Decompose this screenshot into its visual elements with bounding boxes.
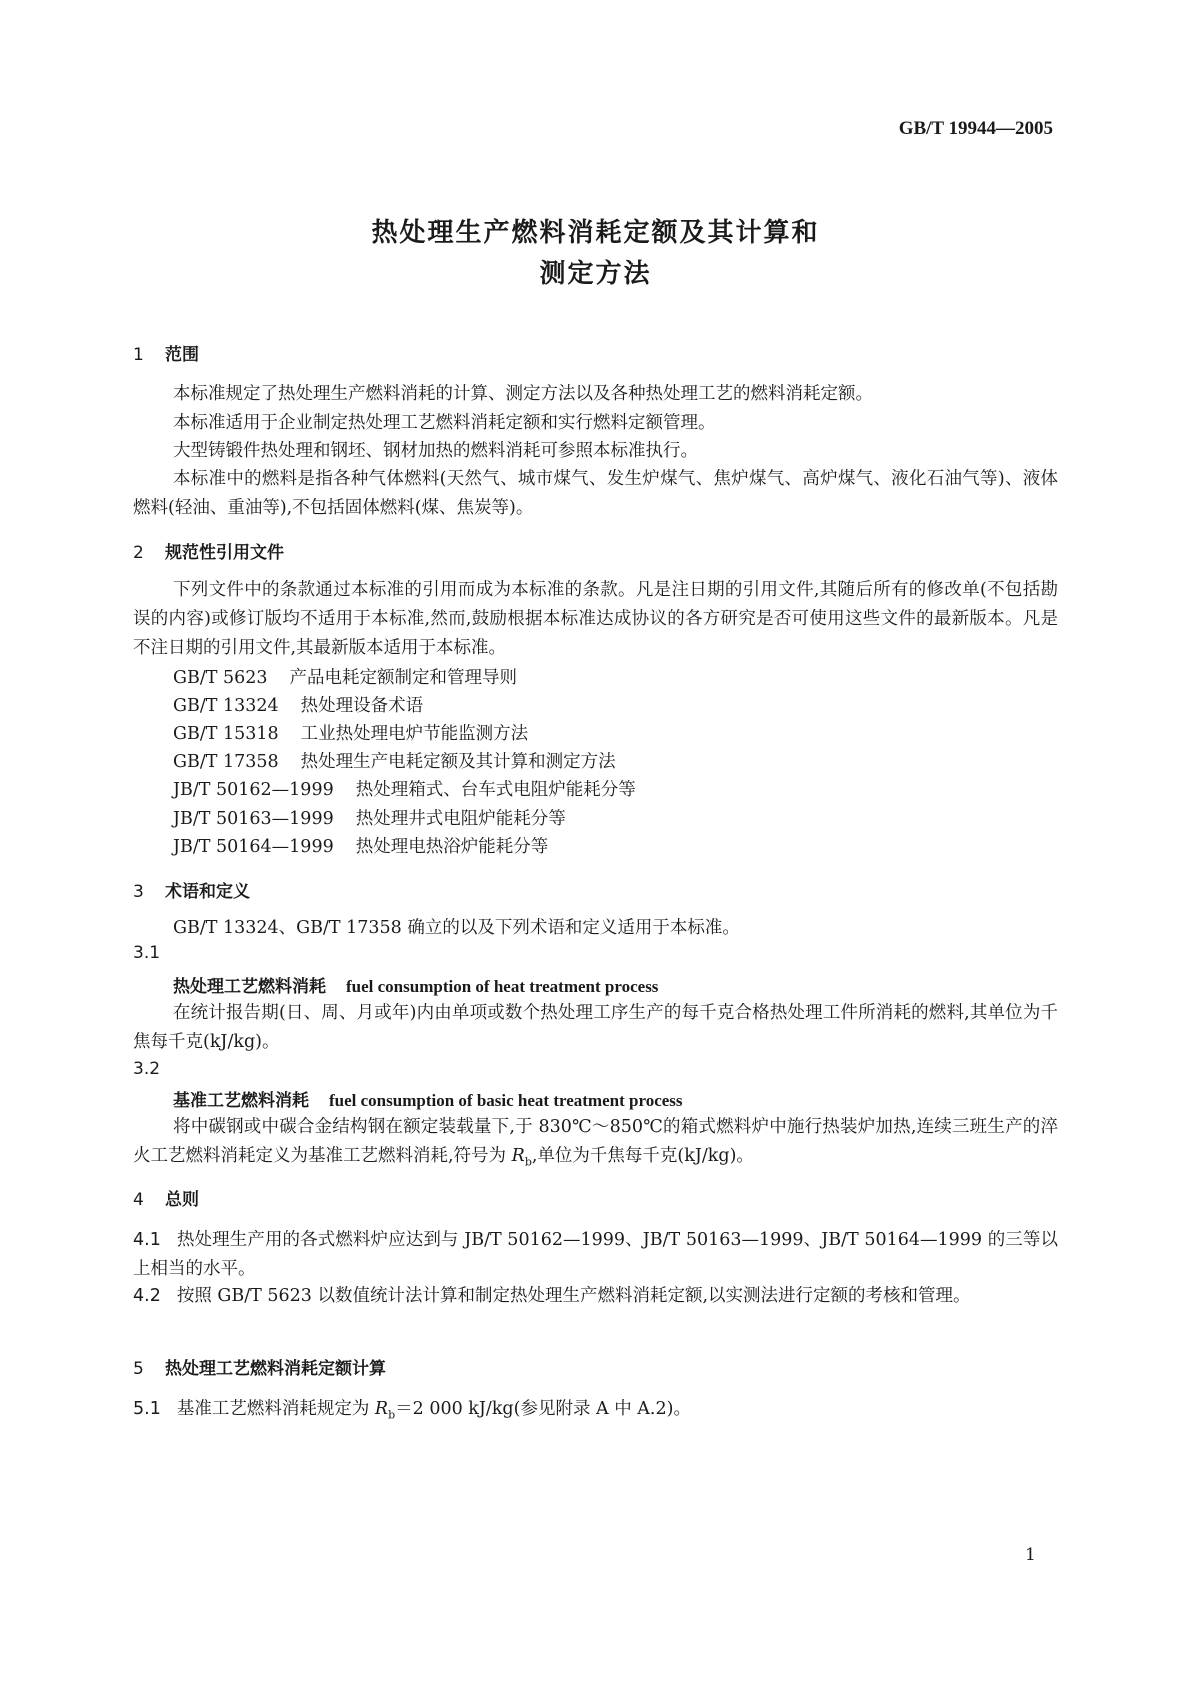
section-3-heading bbox=[133, 877, 250, 902]
symbol: R bbox=[511, 1146, 525, 1166]
reference-item: JB/T 50162—1999 热处理箱式、台车式电阻炉能耗分等 bbox=[173, 780, 636, 800]
term-heading bbox=[173, 1086, 683, 1111]
reference-item: GB/T 13324 热处理设备术语 bbox=[173, 696, 424, 716]
page-number: 1 bbox=[1025, 1545, 1036, 1565]
reference-item: GB/T 15318 工业热处理电炉节能监测方法 bbox=[173, 724, 529, 744]
section-4-heading bbox=[133, 1185, 199, 1210]
reference-item: GB/T 5623 产品电耗定额制定和管理导则 bbox=[173, 668, 518, 688]
standard-number: GB/T 19944—2005 bbox=[898, 118, 1053, 139]
document-title-line-2: 测定方法 bbox=[539, 259, 652, 289]
section-title: 范围 bbox=[165, 345, 199, 365]
section-number: 5 bbox=[133, 1359, 144, 1379]
term-chinese: 热处理工艺燃料消耗 bbox=[173, 977, 326, 997]
paragraph: 下列文件中的条款通过本标准的引用而成为本标准的条款。凡是注日期的引用文件,其随后所有的修改单(不包括勘误的内容)或修订版均不适用于本标准,然而,鼓励根据本标准达成协议的各方研究是否可使用这些文件的最新版本。凡是不注日期的引用文件,其最新版本适用于本标准。 bbox=[133, 580, 1058, 658]
term-chinese: 基准工艺燃料消耗 bbox=[173, 1091, 309, 1111]
paragraph: 本标准中的燃料是指各种气体燃料(天然气、城市煤气、发生炉煤气、焦炉煤气、高炉煤气、液化石油气等)、液体燃料(轻油、重油等),不包括固体燃料(煤、焦炭等)。 bbox=[133, 469, 1058, 518]
section-number: 1 bbox=[133, 345, 144, 365]
clause-4-1: 4.1 热处理生产用的各式燃料炉应达到与 JB/T 50162—1999、JB/T 50163—1999、JB/T 50164—1999 的三等以上相当的水平。 bbox=[133, 1230, 1058, 1279]
symbol-subscript: b bbox=[524, 1155, 532, 1169]
symbol-subscript: b bbox=[388, 1408, 396, 1422]
section-number: 3 bbox=[133, 882, 144, 902]
reference-item: JB/T 50164—1999 热处理电热浴炉能耗分等 bbox=[173, 837, 549, 857]
term-english: fuel consumption of heat treatment process bbox=[346, 977, 659, 996]
term-definition: 将中碳钢或中碳合金结构钢在额定装载量下,于 830℃～850℃的箱式燃料炉中施行热装炉加热,连续三班生产的淬火工艺燃料消耗定义为基准工艺燃料消耗,符号为 $R_b$,单位为千焦每千克(kJ/kg)。 bbox=[133, 1117, 1058, 1169]
section-number: 4 bbox=[133, 1190, 144, 1210]
term-english: fuel consumption of basic heat treatment process bbox=[329, 1091, 683, 1110]
section-title: 热处理工艺燃料消耗定额计算 bbox=[165, 1359, 386, 1379]
section-number: 2 bbox=[133, 543, 144, 563]
paragraph: 大型铸锻件热处理和钢坯、钢材加热的燃料消耗可参照本标准执行。 bbox=[173, 441, 698, 461]
symbol: R bbox=[374, 1399, 389, 1419]
clause-number: 4.1 bbox=[133, 1230, 161, 1250]
reference-item: GB/T 17358 热处理生产电耗定额及其计算和测定方法 bbox=[173, 752, 616, 772]
section-title: 总则 bbox=[165, 1190, 199, 1210]
section-2-heading bbox=[133, 538, 284, 563]
paragraph: 本标准规定了热处理生产燃料消耗的计算、测定方法以及各种热处理工艺的燃料消耗定额。 bbox=[173, 384, 873, 404]
clause-number: 3.2 bbox=[133, 1059, 161, 1079]
reference-item: JB/T 50163—1999 热处理井式电阻炉能耗分等 bbox=[173, 809, 566, 829]
clause-4-2: 4.2 按照 GB/T 5623 以数值统计法计算和制定热处理生产燃料消耗定额,以实测法进行定额的考核和管理。 bbox=[133, 1286, 971, 1306]
document-title-line-1: 热处理生产燃料消耗定额及其计算和 bbox=[371, 218, 820, 248]
section-title: 规范性引用文件 bbox=[165, 543, 284, 563]
paragraph: GB/T 13324、GB/T 17358 确立的以及下列术语和定义适用于本标准。 bbox=[173, 918, 740, 938]
clause-5-1: 5.1 基准工艺燃料消耗规定为 $R_b=2$ 000 kJ/kg(参见附录 A 中 A.2)。 bbox=[133, 1399, 691, 1422]
term-definition: 在统计报告期(日、周、月或年)内由单项或数个热处理工序生产的每千克合格热处理工件所消耗的燃料,其单位为千焦每千克(kJ/kg)。 bbox=[133, 1003, 1058, 1052]
clause-number: 3.1 bbox=[133, 943, 161, 963]
paragraph: 本标准适用于企业制定热处理工艺燃料消耗定额和实行燃料定额管理。 bbox=[173, 413, 716, 433]
section-title: 术语和定义 bbox=[165, 882, 250, 902]
section-1-heading bbox=[133, 340, 199, 365]
clause-number: 4.2 bbox=[133, 1286, 161, 1306]
clause-number: 5.1 bbox=[133, 1399, 161, 1419]
section-5-heading bbox=[133, 1354, 386, 1379]
term-heading bbox=[173, 972, 658, 997]
